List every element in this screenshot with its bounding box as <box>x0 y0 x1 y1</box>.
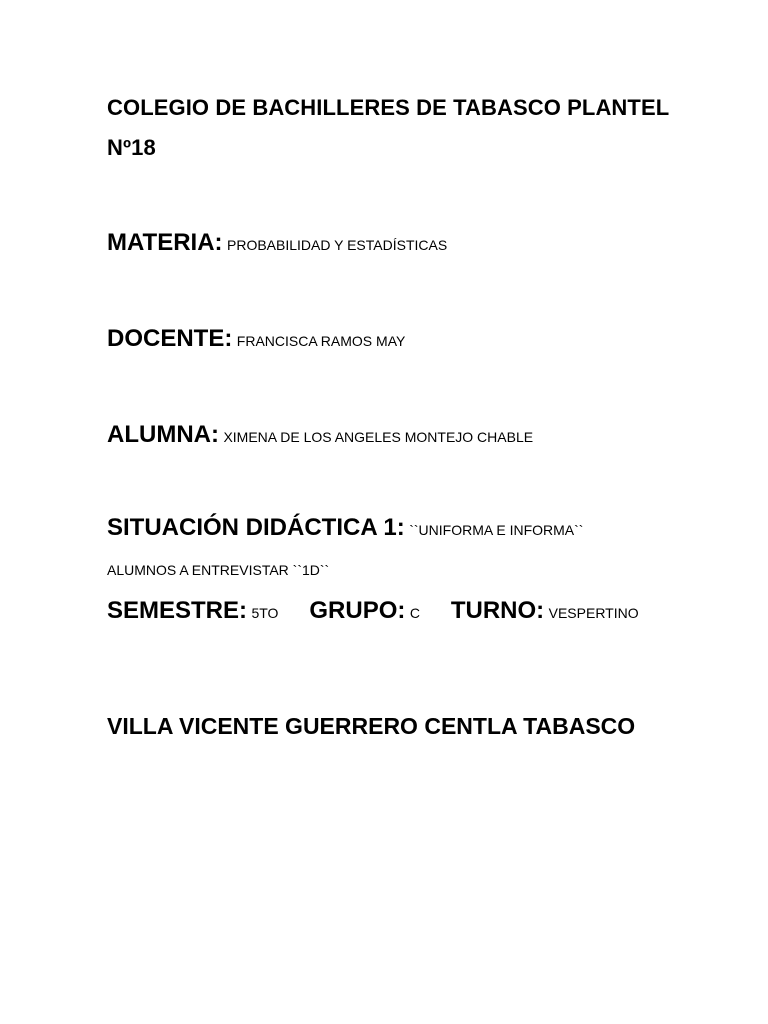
grupo-value: C <box>409 605 420 621</box>
semestre-label: SEMESTRE: <box>107 597 248 624</box>
alumnos-entrevistar-line: ALUMNOS A ENTREVISTAR ``1D`` <box>107 562 330 578</box>
alumna-label: ALUMNA: <box>107 421 219 448</box>
situacion-row <box>107 514 583 542</box>
semestre-grupo-turno-row <box>107 597 639 625</box>
docente-value: FRANCISCA RAMOS MAY <box>236 333 406 349</box>
docente-label: DOCENTE: <box>107 325 233 352</box>
turno-label: TURNO: <box>450 597 545 624</box>
school-title-line-2: Nº18 <box>107 135 156 160</box>
turno-value: VESPERTINO <box>548 605 639 621</box>
materia-row <box>107 229 447 257</box>
alumna-value: XIMENA DE LOS ANGELES MONTEJO CHABLE <box>223 429 534 445</box>
school-title-line-1: COLEGIO DE BACHILLERES DE TABASCO PLANTEL <box>107 95 670 120</box>
situacion-label: SITUACIÓN DIDÁCTICA 1: <box>107 514 405 541</box>
docente-row <box>107 325 405 353</box>
grupo-label: GRUPO: <box>309 597 406 624</box>
semestre-value: 5TO <box>251 605 279 621</box>
location-line: VILLA VICENTE GUERRERO CENTLA TABASCO <box>107 713 636 739</box>
materia-value: PROBABILIDAD Y ESTADÍSTICAS <box>227 237 448 253</box>
materia-label: MATERIA: <box>107 229 223 256</box>
alumna-row <box>107 421 533 449</box>
situacion-value: ``UNIFORMA E INFORMA`` <box>409 522 584 538</box>
